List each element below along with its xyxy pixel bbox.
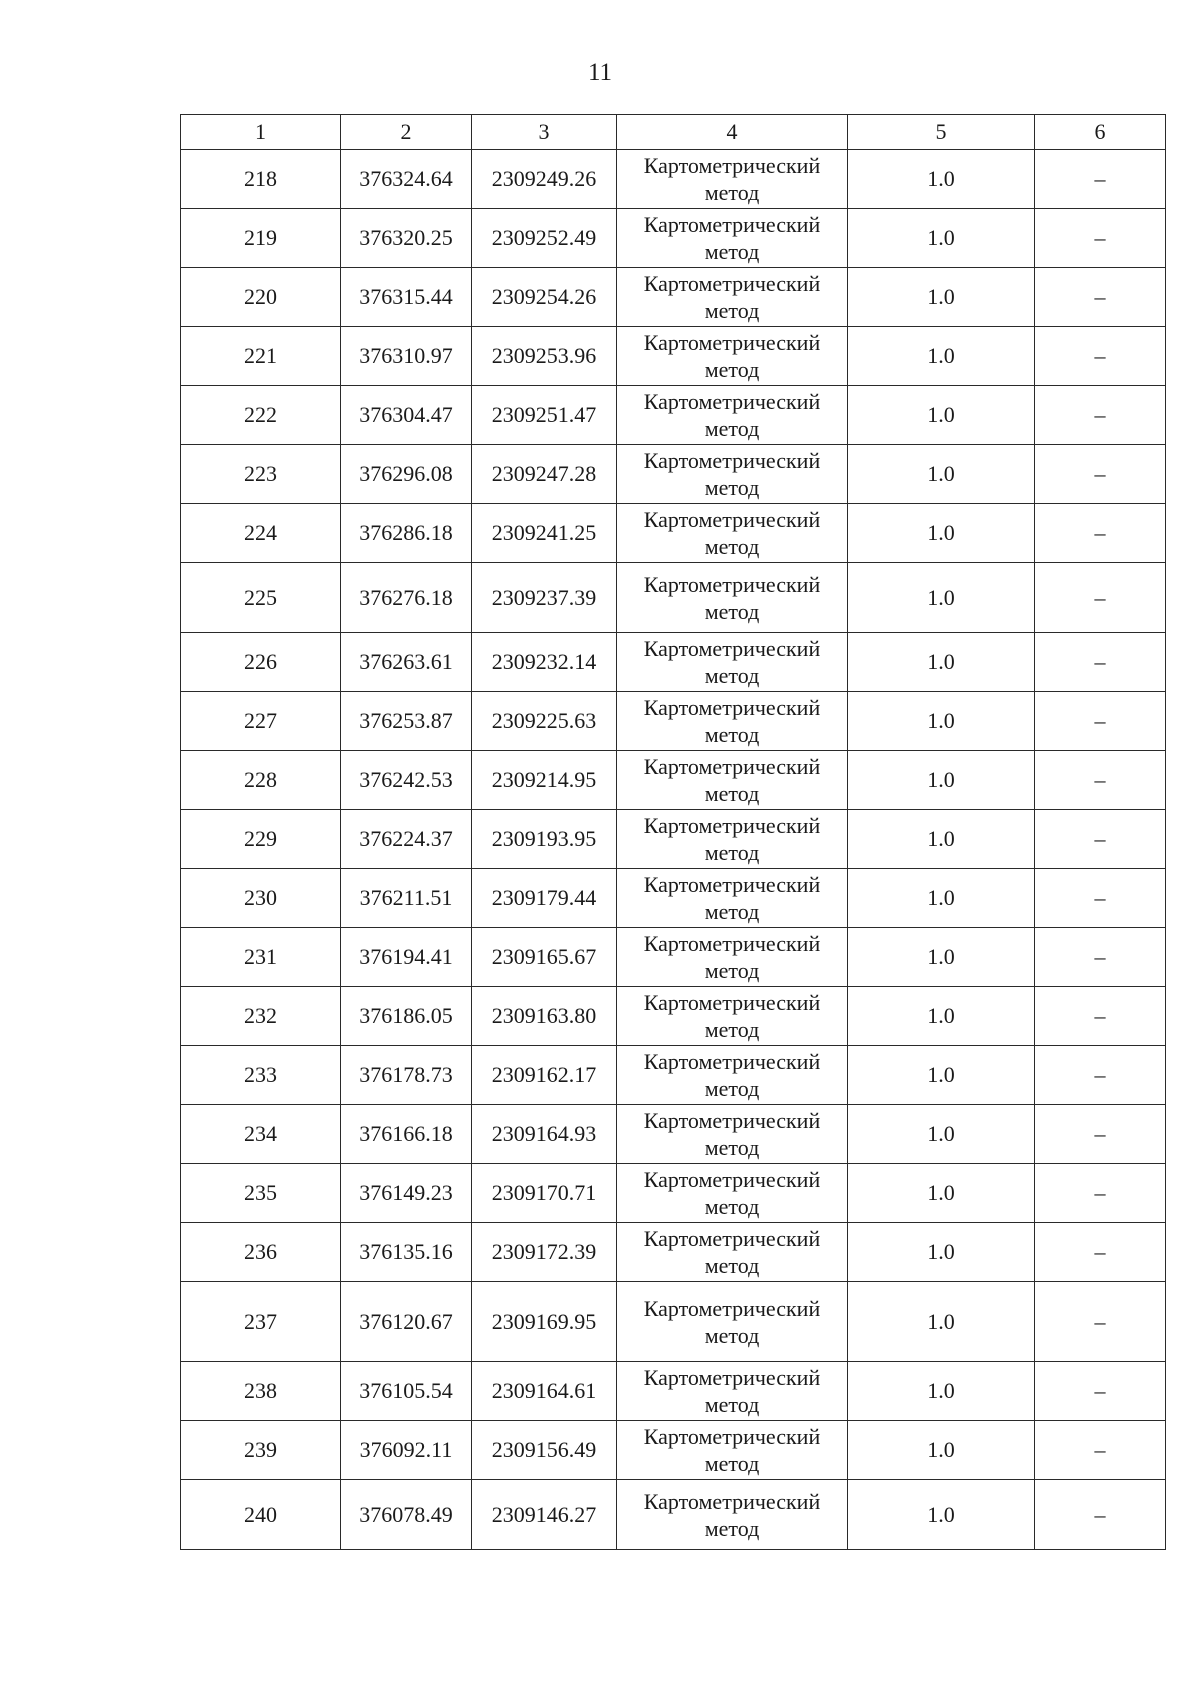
method-line-1: Картометрический [643,872,821,897]
method-line-1: Картометрический [643,1108,821,1133]
method-cell [617,1105,848,1164]
point-number-cell: 224 [181,504,341,563]
x-coordinate-cell: 376120.67 [341,1282,472,1362]
method-line-1: Картометрический [643,636,821,661]
description-cell: – [1035,504,1166,563]
x-coordinate-cell: 376135.16 [341,1223,472,1282]
method-cell [617,1164,848,1223]
x-coordinate-cell: 376186.05 [341,987,472,1046]
x-coordinate-cell: 376166.18 [341,1105,472,1164]
table-row [181,1480,1166,1550]
accuracy-cell: 1.0 [848,268,1035,327]
accuracy-cell: 1.0 [848,1480,1035,1550]
x-coordinate-cell: 376149.23 [341,1164,472,1223]
accuracy-cell: 1.0 [848,633,1035,692]
point-number-cell: 237 [181,1282,341,1362]
y-coordinate-cell: 2309225.63 [472,692,617,751]
point-number-cell: 225 [181,563,341,633]
table-row [181,633,1166,692]
point-number-cell: 230 [181,869,341,928]
table-row [181,1164,1166,1223]
description-cell: – [1035,209,1166,268]
accuracy-cell: 1.0 [848,1046,1035,1105]
x-coordinate-cell: 376296.08 [341,445,472,504]
description-cell: – [1035,633,1166,692]
x-coordinate-cell: 376211.51 [341,869,472,928]
table-row [181,150,1166,209]
point-number-cell: 232 [181,987,341,1046]
method-line-2: метод [704,239,760,264]
description-cell: – [1035,1164,1166,1223]
accuracy-cell: 1.0 [848,209,1035,268]
method-cell [617,1223,848,1282]
method-line-2: метод [704,1017,760,1042]
y-coordinate-cell: 2309214.95 [472,751,617,810]
y-coordinate-cell: 2309253.96 [472,327,617,386]
accuracy-cell: 1.0 [848,150,1035,209]
description-cell: – [1035,327,1166,386]
accuracy-cell: 1.0 [848,445,1035,504]
method-line-1: Картометрический [643,1167,821,1192]
point-number-cell: 240 [181,1480,341,1550]
table-row [181,751,1166,810]
description-cell: – [1035,869,1166,928]
method-line-2: метод [704,1322,760,1348]
method-line-2: метод [704,298,760,323]
y-coordinate-cell: 2309164.61 [472,1362,617,1421]
method-line-1: Картометрический [643,754,821,779]
column-header-1: 1 [181,115,341,150]
accuracy-cell: 1.0 [848,1282,1035,1362]
accuracy-cell: 1.0 [848,1421,1035,1480]
method-line-2: метод [704,534,760,559]
method-line-2: метод [704,1392,760,1417]
method-line-2: метод [704,722,760,747]
method-line-1: Картометрический [643,571,821,597]
description-cell: – [1035,928,1166,987]
description-cell: – [1035,268,1166,327]
point-number-cell: 231 [181,928,341,987]
y-coordinate-cell: 2309163.80 [472,987,617,1046]
method-cell [617,928,848,987]
point-number-cell: 221 [181,327,341,386]
method-cell [617,445,848,504]
coordinates-table [180,114,1166,1550]
x-coordinate-cell: 376092.11 [341,1421,472,1480]
method-cell [617,633,848,692]
method-line-1: Картометрический [643,1295,821,1321]
method-line-1: Картометрический [643,153,821,178]
x-coordinate-cell: 376224.37 [341,810,472,869]
description-cell: – [1035,150,1166,209]
y-coordinate-cell: 2309165.67 [472,928,617,987]
description-cell: – [1035,810,1166,869]
method-line-1: Картометрический [643,389,821,414]
method-line-1: Картометрический [643,212,821,237]
method-line-2: метод [704,1451,760,1476]
accuracy-cell: 1.0 [848,327,1035,386]
point-number-cell: 229 [181,810,341,869]
method-line-2: метод [704,899,760,924]
method-cell [617,563,848,633]
table-row [181,869,1166,928]
x-coordinate-cell: 376263.61 [341,633,472,692]
method-line-1: Картометрический [643,931,821,956]
method-cell [617,751,848,810]
y-coordinate-cell: 2309251.47 [472,386,617,445]
point-number-cell: 220 [181,268,341,327]
y-coordinate-cell: 2309247.28 [472,445,617,504]
method-line-2: метод [704,475,760,500]
description-cell: – [1035,1046,1166,1105]
y-coordinate-cell: 2309179.44 [472,869,617,928]
table-row [181,268,1166,327]
column-header-6: 6 [1035,115,1166,150]
table-row [181,504,1166,563]
point-number-cell: 234 [181,1105,341,1164]
point-number-cell: 236 [181,1223,341,1282]
method-cell [617,1480,848,1550]
table-row [181,563,1166,633]
method-cell [617,1282,848,1362]
description-cell: – [1035,445,1166,504]
x-coordinate-cell: 376320.25 [341,209,472,268]
y-coordinate-cell: 2309241.25 [472,504,617,563]
table-row [181,1282,1166,1362]
method-line-2: метод [704,663,760,688]
method-line-2: метод [704,1515,760,1541]
method-cell [617,504,848,563]
x-coordinate-cell: 376304.47 [341,386,472,445]
table-row [181,1362,1166,1421]
method-cell [617,268,848,327]
y-coordinate-cell: 2309162.17 [472,1046,617,1105]
method-line-1: Картометрический [643,1488,821,1514]
x-coordinate-cell: 376324.64 [341,150,472,209]
description-cell: – [1035,563,1166,633]
description-cell: – [1035,1105,1166,1164]
point-number-cell: 228 [181,751,341,810]
x-coordinate-cell: 376242.53 [341,751,472,810]
description-cell: – [1035,1362,1166,1421]
method-cell [617,987,848,1046]
method-line-2: метод [704,1253,760,1278]
method-line-1: Картометрический [643,813,821,838]
x-coordinate-cell: 376178.73 [341,1046,472,1105]
accuracy-cell: 1.0 [848,810,1035,869]
y-coordinate-cell: 2309172.39 [472,1223,617,1282]
method-line-1: Картометрический [643,271,821,296]
method-line-1: Картометрический [643,1226,821,1251]
accuracy-cell: 1.0 [848,692,1035,751]
y-coordinate-cell: 2309254.26 [472,268,617,327]
y-coordinate-cell: 2309249.26 [472,150,617,209]
x-coordinate-cell: 376078.49 [341,1480,472,1550]
method-line-2: метод [704,598,760,624]
point-number-cell: 222 [181,386,341,445]
method-line-2: метод [704,1135,760,1160]
point-number-cell: 223 [181,445,341,504]
page-number: 11 [587,59,613,86]
description-cell: – [1035,692,1166,751]
method-line-1: Картометрический [643,1049,821,1074]
method-cell [617,869,848,928]
method-cell [617,1046,848,1105]
y-coordinate-cell: 2309146.27 [472,1480,617,1550]
table-body [181,150,1166,1550]
y-coordinate-cell: 2309169.95 [472,1282,617,1362]
point-number-cell: 233 [181,1046,341,1105]
method-line-1: Картометрический [643,507,821,532]
method-cell [617,209,848,268]
table-row [181,327,1166,386]
method-line-2: метод [704,416,760,441]
point-number-cell: 218 [181,150,341,209]
description-cell: – [1035,987,1166,1046]
table-row [181,386,1166,445]
method-line-2: метод [704,357,760,382]
method-cell [617,327,848,386]
method-line-2: метод [704,958,760,983]
y-coordinate-cell: 2309156.49 [472,1421,617,1480]
point-number-cell: 219 [181,209,341,268]
accuracy-cell: 1.0 [848,928,1035,987]
method-line-2: метод [704,1076,760,1101]
table-row [181,209,1166,268]
method-cell [617,386,848,445]
method-cell [617,1362,848,1421]
y-coordinate-cell: 2309232.14 [472,633,617,692]
method-line-1: Картометрический [643,448,821,473]
table-row [181,1046,1166,1105]
y-coordinate-cell: 2309193.95 [472,810,617,869]
method-line-2: метод [704,781,760,806]
method-line-1: Картометрический [643,990,821,1015]
table-row [181,692,1166,751]
table-row [181,928,1166,987]
y-coordinate-cell: 2309170.71 [472,1164,617,1223]
column-header-5: 5 [848,115,1035,150]
description-cell: – [1035,751,1166,810]
method-line-1: Картометрический [643,330,821,355]
column-header-2: 2 [341,115,472,150]
header-row [181,115,1166,150]
table-header [181,115,1166,150]
method-cell [617,810,848,869]
column-header-4: 4 [617,115,848,150]
method-line-2: метод [704,180,760,205]
description-cell: – [1035,1480,1166,1550]
method-line-2: метод [704,1194,760,1219]
description-cell: – [1035,386,1166,445]
accuracy-cell: 1.0 [848,1362,1035,1421]
table-row [181,1223,1166,1282]
table-row [181,987,1166,1046]
x-coordinate-cell: 376276.18 [341,563,472,633]
accuracy-cell: 1.0 [848,987,1035,1046]
method-cell [617,150,848,209]
method-line-1: Картометрический [643,1365,821,1390]
x-coordinate-cell: 376310.97 [341,327,472,386]
table-row [181,810,1166,869]
description-cell: – [1035,1223,1166,1282]
point-number-cell: 227 [181,692,341,751]
x-coordinate-cell: 376286.18 [341,504,472,563]
accuracy-cell: 1.0 [848,1164,1035,1223]
y-coordinate-cell: 2309237.39 [472,563,617,633]
point-number-cell: 238 [181,1362,341,1421]
accuracy-cell: 1.0 [848,386,1035,445]
accuracy-cell: 1.0 [848,563,1035,633]
method-line-1: Картометрический [643,695,821,720]
y-coordinate-cell: 2309164.93 [472,1105,617,1164]
description-cell: – [1035,1421,1166,1480]
accuracy-cell: 1.0 [848,1105,1035,1164]
point-number-cell: 235 [181,1164,341,1223]
point-number-cell: 239 [181,1421,341,1480]
method-cell [617,692,848,751]
x-coordinate-cell: 376105.54 [341,1362,472,1421]
point-number-cell: 226 [181,633,341,692]
table-row [181,1421,1166,1480]
method-line-2: метод [704,840,760,865]
method-cell [617,1421,848,1480]
column-header-3: 3 [472,115,617,150]
accuracy-cell: 1.0 [848,1223,1035,1282]
x-coordinate-cell: 376253.87 [341,692,472,751]
method-line-1: Картометрический [643,1424,821,1449]
accuracy-cell: 1.0 [848,751,1035,810]
x-coordinate-cell: 376315.44 [341,268,472,327]
table-row [181,445,1166,504]
description-cell: – [1035,1282,1166,1362]
x-coordinate-cell: 376194.41 [341,928,472,987]
accuracy-cell: 1.0 [848,869,1035,928]
accuracy-cell: 1.0 [848,504,1035,563]
table-row [181,1105,1166,1164]
y-coordinate-cell: 2309252.49 [472,209,617,268]
